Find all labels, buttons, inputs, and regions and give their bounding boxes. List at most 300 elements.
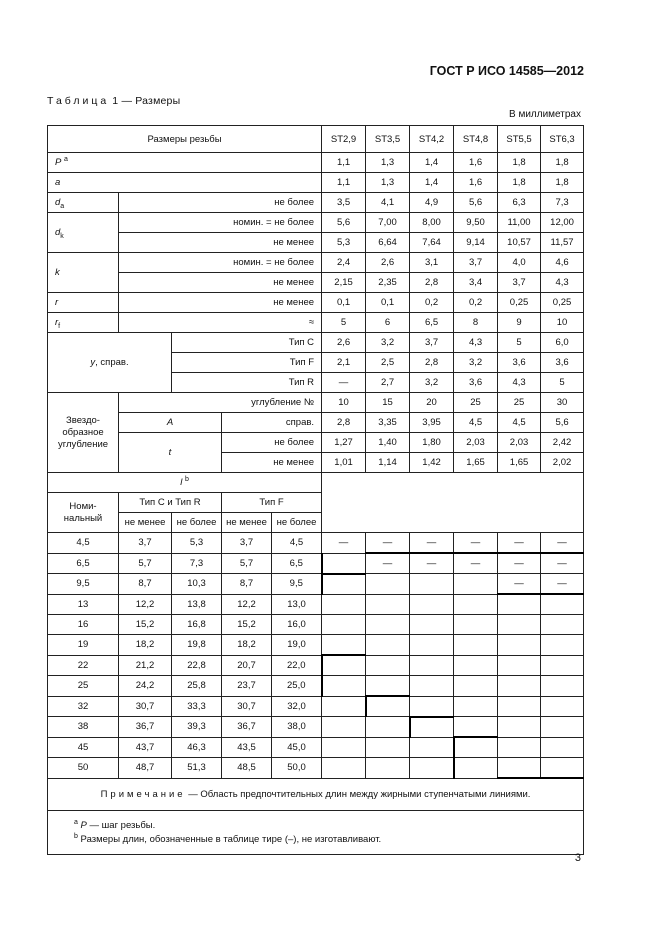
document-id: ГОСТ Р ИСО 14585—2012 [429,64,584,78]
availability-cell: — [541,574,584,595]
a-symbol: a [55,177,61,188]
limit-min: не менее [119,513,172,533]
condition-label: ≈ [119,313,322,333]
t-symbol: t [168,447,172,458]
availability-cell [541,696,584,717]
limit-min: не менее [222,513,272,533]
r-symbol: r [55,297,59,308]
length-limit: 5,3 [172,533,222,554]
length-limit: 16,8 [172,615,222,635]
value-cell: 2,15 [322,273,366,293]
value-cell: 2,8 [410,353,454,373]
value-cell: 5,3 [322,233,366,253]
header-row [48,126,584,153]
length-limit: 4,5 [272,533,322,554]
value-cell: 1,3 [366,153,410,173]
footnote-a [74,820,575,831]
note-row [48,778,584,811]
length-limit: 25,8 [172,676,222,697]
value-cell: 2,42 [541,433,584,453]
availability-cell [498,676,541,697]
value-cell: 3,7 [498,273,541,293]
length-row [48,676,584,697]
nominal-length: 16 [48,615,119,635]
length-limit: 51,3 [172,758,222,779]
value-cell: 2,4 [322,253,366,273]
nominal-length: 22 [48,655,119,676]
value-cell: 1,65 [498,453,541,473]
value-cell: 3,6 [454,373,498,393]
value-cell: 3,95 [410,413,454,433]
availability-cell [498,615,541,635]
value-cell: 0,25 [541,293,584,313]
length-limit: 45,0 [272,737,322,758]
da-symbol: d [55,197,61,208]
nominal-length: 13 [48,594,119,615]
value-cell: 3,2 [366,333,410,353]
value-cell: 4,5 [498,413,541,433]
value-cell: 6,64 [366,233,410,253]
value-cell: 0,1 [366,293,410,313]
value-cell: 8,00 [410,213,454,233]
note-label: Примечание [100,789,186,800]
availability-cell: — [366,533,410,554]
nominal-length: 50 [48,758,119,779]
availability-cell [410,676,454,697]
value-cell: 1,42 [410,453,454,473]
availability-cell [541,655,584,676]
rf-subscript: f [58,322,61,330]
param-k [48,253,119,293]
length-limit: 5,7 [119,553,172,574]
length-limit: 36,7 [119,717,172,738]
value-cell: 1,65 [454,453,498,473]
value-cell: 12,00 [541,213,584,233]
length-row [48,533,584,554]
length-limit: 6,5 [272,553,322,574]
availability-cell [454,696,498,717]
availability-cell [498,655,541,676]
param-da [48,193,119,213]
availability-cell [410,717,454,738]
length-limit: 22,8 [172,655,222,676]
value-cell: 11,57 [541,233,584,253]
availability-cell: — [410,553,454,574]
condition-label: не более [222,433,322,453]
availability-cell [454,594,498,615]
availability-cell [366,615,410,635]
size-st6-3: ST6,3 [541,126,584,153]
units-label: В миллиметрах [509,109,581,120]
value-cell: 5,6 [322,213,366,233]
value-cell: 25 [498,393,541,413]
length-limit: 30,7 [222,696,272,717]
param-r [48,293,119,313]
availability-cell [366,737,410,758]
length-limit: 3,7 [222,533,272,554]
length-row [48,594,584,615]
y-symbol: y [90,357,96,368]
length-limit: 15,2 [222,615,272,635]
length-header-1 [48,473,584,493]
length-limit: 12,2 [119,594,172,615]
value-cell: 7,00 [366,213,410,233]
availability-cell [454,655,498,676]
value-cell: 1,1 [322,153,366,173]
length-limit: 48,7 [119,758,172,779]
length-limit: 12,2 [222,594,272,615]
value-cell: 2,1 [322,353,366,373]
condition-label: углубление № [119,393,322,413]
table-note [48,778,584,811]
size-st3-5: ST3,5 [366,126,410,153]
value-cell: 1,01 [322,453,366,473]
value-cell: 4,6 [541,253,584,273]
limit-max: не более [172,513,222,533]
availability-cell [454,737,498,758]
dk-subscript: k [60,232,64,240]
availability-cell [498,717,541,738]
param-pitch [48,153,322,173]
footnotes-row [48,811,584,855]
value-cell: 2,02 [541,453,584,473]
value-cell: 1,8 [498,153,541,173]
value-cell: 2,03 [498,433,541,453]
size-st2-9: ST2,9 [322,126,366,153]
availability-cell [410,655,454,676]
value-cell: 2,8 [322,413,366,433]
row-a [48,173,584,193]
condition-label: справ. [222,413,322,433]
condition-label: Тип R [172,373,322,393]
length-limit: 18,2 [222,635,272,656]
availability-cell [410,758,454,779]
availability-cell [410,635,454,656]
value-cell: 10 [541,313,584,333]
value-cell: 1,4 [410,153,454,173]
length-row [48,717,584,738]
value-cell: 1,8 [541,153,584,173]
availability-cell [541,615,584,635]
value-cell: 2,03 [454,433,498,453]
footnote-a-symbol: P [80,820,87,831]
value-cell: 20 [410,393,454,413]
value-cell: 1,3 [366,173,410,193]
param-length [48,473,322,493]
length-row [48,696,584,717]
availability-cell [454,758,498,779]
value-cell: 9,14 [454,233,498,253]
table-title [47,95,180,107]
footnote-a-mark: a [74,818,78,826]
length-header-blank [322,473,584,533]
value-cell: 0,2 [410,293,454,313]
value-cell: 7,3 [541,193,584,213]
value-cell: 3,2 [410,373,454,393]
value-cell: 0,1 [322,293,366,313]
availability-cell [366,717,410,738]
length-symbol: l [180,477,183,488]
length-limit: 50,0 [272,758,322,779]
param-A [119,413,222,433]
value-cell: 1,4 [410,173,454,193]
footnote-ref-a: a [63,155,68,163]
size-st5-5: ST5,5 [498,126,541,153]
nominal-length: 25 [48,676,119,697]
value-cell: 5 [322,313,366,333]
row-dk-1 [48,213,584,233]
value-cell: 30 [541,393,584,413]
length-limit: 32,0 [272,696,322,717]
value-cell: 1,8 [541,173,584,193]
availability-cell [498,737,541,758]
availability-cell: — [498,533,541,554]
row-y-1 [48,333,584,353]
availability-cell [366,574,410,595]
param-y [48,333,172,393]
rf-symbol: r [55,317,59,328]
value-cell: 4,3 [541,273,584,293]
value-cell: 3,5 [322,193,366,213]
availability-cell: — [541,533,584,554]
row-r [48,293,584,313]
length-limit: 19,0 [272,635,322,656]
value-cell: 1,14 [366,453,410,473]
length-limit: 8,7 [222,574,272,595]
availability-cell [366,594,410,615]
value-cell: 1,6 [454,173,498,193]
value-cell: 4,5 [454,413,498,433]
length-row [48,553,584,574]
availability-cell [322,635,366,656]
value-cell: 1,80 [410,433,454,453]
availability-cell [366,696,410,717]
value-cell: 5 [541,373,584,393]
nominal-length: 19 [48,635,119,656]
length-limit: 43,5 [222,737,272,758]
value-cell: 1,27 [322,433,366,453]
footnote-b-text: Размеры длин, обозначенные в таблице тире (–), не изготавливают. [80,834,382,845]
value-cell: 0,2 [454,293,498,313]
value-cell: 7,64 [410,233,454,253]
value-cell: 11,00 [498,213,541,233]
value-cell: 5,6 [454,193,498,213]
value-cell: 3,6 [541,353,584,373]
length-limit: 38,0 [272,717,322,738]
availability-cell [410,615,454,635]
nominal-length: 4,5 [48,533,119,554]
availability-cell [366,655,410,676]
availability-cell [322,758,366,779]
availability-cell [454,615,498,635]
k-symbol: k [55,267,60,278]
dimensions-table [47,125,584,855]
row-dk-2 [48,233,584,253]
availability-cell [322,553,366,574]
availability-cell: — [541,553,584,574]
value-cell: 0,25 [498,293,541,313]
value-cell: 9,50 [454,213,498,233]
A-symbol: A [166,417,174,428]
availability-cell [322,737,366,758]
availability-cell [498,696,541,717]
length-limit: 5,7 [222,553,272,574]
availability-cell [366,758,410,779]
availability-cell [410,737,454,758]
row-da [48,193,584,213]
value-cell: 1,8 [498,173,541,193]
value-cell: 2,8 [410,273,454,293]
availability-cell [454,717,498,738]
table-title-number: 1 [112,95,119,107]
availability-cell [541,676,584,697]
length-limit: 30,7 [119,696,172,717]
availability-cell [541,717,584,738]
value-cell: 3,1 [410,253,454,273]
condition-label: номин. = не более [119,213,322,233]
row-k-1 [48,253,584,273]
page-number: 3 [574,852,581,864]
condition-label: Тип F [172,353,322,373]
length-limit: 43,7 [119,737,172,758]
availability-cell [410,594,454,615]
footnotes [48,811,584,855]
value-cell: 2,6 [322,333,366,353]
availability-cell [454,574,498,595]
length-limit: 19,8 [172,635,222,656]
length-limit: 23,7 [222,676,272,697]
availability-cell [410,574,454,595]
availability-cell [322,615,366,635]
condition-label: не менее [222,453,322,473]
availability-cell: — [498,574,541,595]
length-limit: 46,3 [172,737,222,758]
value-cell: — [322,373,366,393]
availability-cell [366,676,410,697]
note-text: — Область предпочтительных длин между жирными ступенчатыми линиями. [185,789,531,800]
availability-cell [322,574,366,595]
row-star-1 [48,393,584,413]
availability-cell [322,676,366,697]
value-cell: 1,6 [454,153,498,173]
type-f-header: Тип F [222,493,322,513]
param-t [119,433,222,473]
footnote-a-text: — шаг резьбы. [86,820,156,831]
value-cell: 10 [322,393,366,413]
value-cell: 4,1 [366,193,410,213]
y-label: , справ. [95,357,129,368]
length-limit: 39,3 [172,717,222,738]
row-k-2 [48,273,584,293]
condition-label: не менее [119,273,322,293]
condition-label: не менее [119,293,322,313]
availability-cell: — [498,553,541,574]
length-row [48,758,584,779]
availability-cell [454,635,498,656]
value-cell: 3,35 [366,413,410,433]
value-cell: 5,6 [541,413,584,433]
availability-cell [541,758,584,779]
length-limit: 15,2 [119,615,172,635]
length-rows [48,533,584,779]
availability-cell [322,594,366,615]
row-pitch [48,153,584,173]
length-row [48,615,584,635]
value-cell: 3,7 [410,333,454,353]
dk-symbol: d [55,227,61,238]
value-cell: 6 [366,313,410,333]
length-limit: 33,3 [172,696,222,717]
value-cell: 3,2 [454,353,498,373]
limit-max: не более [272,513,322,533]
availability-cell: — [454,553,498,574]
value-cell: 1,1 [322,173,366,193]
availability-cell: — [322,533,366,554]
availability-cell: — [454,533,498,554]
nominal-length: 45 [48,737,119,758]
row-rf [48,313,584,333]
value-cell: 4,0 [498,253,541,273]
value-cell: 2,35 [366,273,410,293]
length-limit: 9,5 [272,574,322,595]
value-cell: 3,6 [498,353,541,373]
value-cell: 2,6 [366,253,410,273]
condition-label: Тип C [172,333,322,353]
length-limit: 3,7 [119,533,172,554]
length-row [48,737,584,758]
row-star-A [48,413,584,433]
param-a [48,173,322,193]
length-limit: 20,7 [222,655,272,676]
condition-label: не более [119,193,322,213]
availability-cell [322,696,366,717]
value-cell: 6,3 [498,193,541,213]
availability-cell [366,635,410,656]
footnote-ref-b: b [184,475,189,483]
availability-cell [410,696,454,717]
value-cell: 6,5 [410,313,454,333]
table-top-section [48,126,584,533]
condition-label: не менее [119,233,322,253]
size-st4-2: ST4,2 [410,126,454,153]
length-limit: 13,0 [272,594,322,615]
length-limit: 18,2 [119,635,172,656]
value-cell: 9 [498,313,541,333]
value-cell: 15 [366,393,410,413]
table-title-prefix: Таблица [47,95,110,107]
length-row [48,655,584,676]
value-cell: 2,7 [366,373,410,393]
value-cell: 3,7 [454,253,498,273]
value-cell: 8 [454,313,498,333]
value-cell: 25 [454,393,498,413]
da-subscript: a [60,202,65,210]
table-title-rest: — Размеры [118,95,181,107]
nominal-length: 32 [48,696,119,717]
availability-cell [498,758,541,779]
pitch-symbol: P [55,157,62,168]
length-row [48,574,584,595]
value-cell: 4,3 [498,373,541,393]
value-cell: 1,40 [366,433,410,453]
availability-cell: — [366,553,410,574]
table-notes [48,778,584,855]
length-limit: 36,7 [222,717,272,738]
availability-cell [498,635,541,656]
length-limit: 13,8 [172,594,222,615]
length-limit: 22,0 [272,655,322,676]
param-star-recess: Звездо-образное углубление [48,393,119,473]
